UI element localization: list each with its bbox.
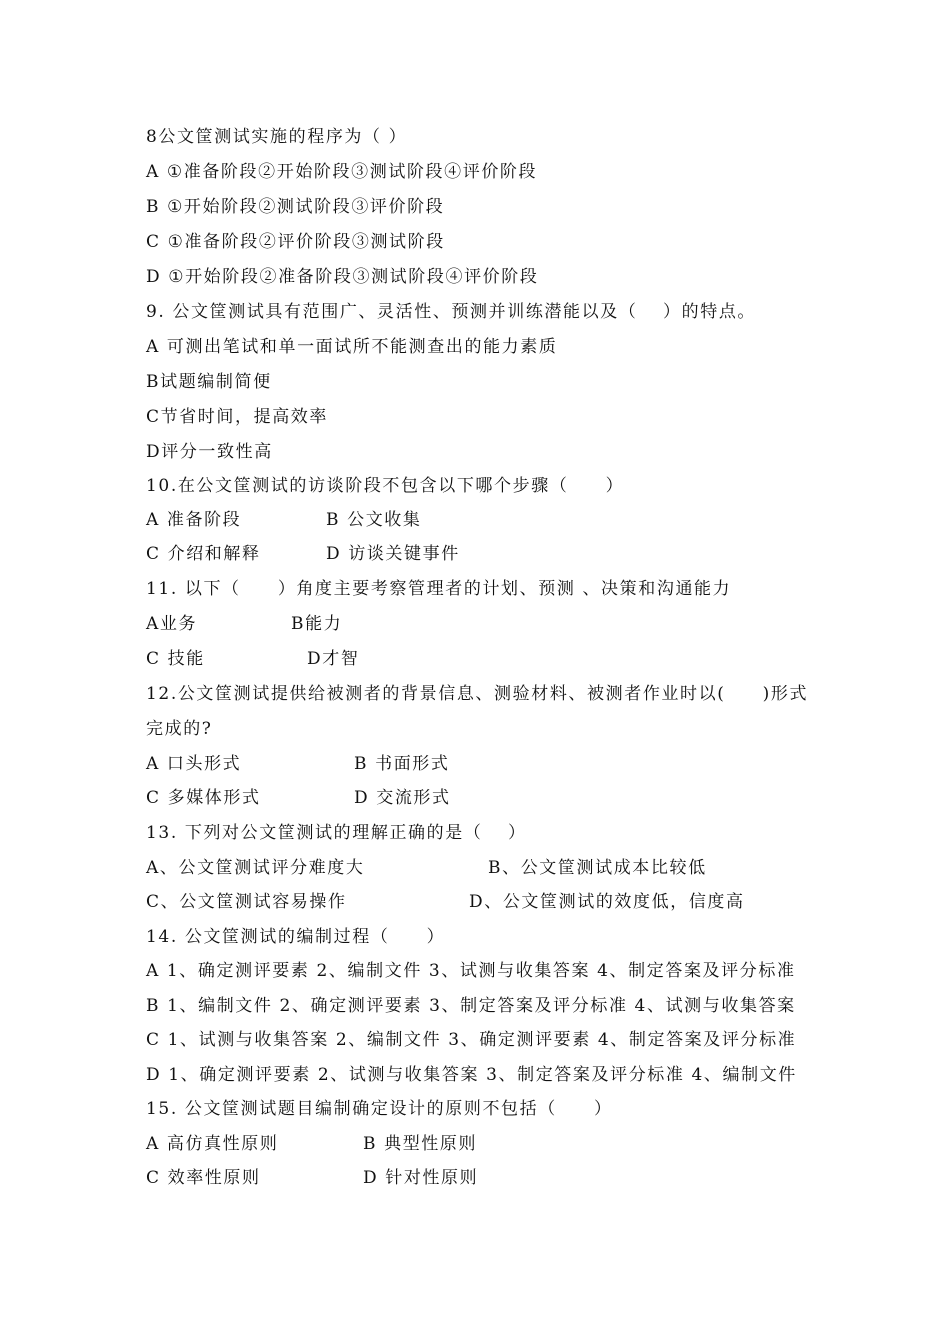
question-14-stem: 14. 公文筐测试的编制过程（ ）: [146, 927, 446, 947]
question-10-option-a: A 准备阶段: [146, 510, 242, 530]
question-10-option-d: D 访谈关键事件: [326, 544, 460, 564]
question-11-options-row-2: [146, 646, 360, 672]
question-15-option-b: B 典型性原则: [363, 1134, 478, 1154]
question-9-stem: 9. 公文筐测试具有范围广、灵活性、预测并训练潜能以及（ ）的特点。: [146, 302, 757, 322]
question-10-options-row-1: [146, 507, 422, 533]
question-8-option-d: D ①开始阶段②准备阶段③测试阶段④评价阶段: [146, 267, 539, 287]
question-12-stem-line-1: 12.公文筐测试提供给被测者的背景信息、测验材料、被测者作业时以( )形式: [146, 684, 809, 704]
question-10-stem: 10.在公文筐测试的访谈阶段不包含以下哪个步骤（ ）: [146, 476, 625, 496]
question-14-option-b: B 1、编制文件 2、确定测评要素 3、制定答案及评分标准 4、试测与收集答案: [146, 996, 796, 1016]
question-11-option-c: C 技能: [146, 649, 205, 669]
question-13-option-d: D、公文筐测试的效度低，信度高: [469, 892, 745, 912]
question-14-option-a: A 1、确定测评要素 2、编制文件 3、试测与收集答案 4、制定答案及评分标准: [146, 961, 796, 981]
question-13-option-a: A、公文筐测试评分难度大: [146, 858, 365, 878]
question-13-option-c: C、公文筐测试容易操作: [146, 892, 347, 912]
question-11-option-b: B能力: [291, 614, 343, 634]
question-11-stem: 11. 以下（ ）角度主要考察管理者的计划、预测 、决策和沟通能力: [146, 579, 732, 599]
question-12-option-a: A 口头形式: [146, 754, 242, 774]
question-15-option-a: A 高仿真性原则: [146, 1134, 279, 1154]
question-15-option-c: C 效率性原则: [146, 1168, 261, 1188]
question-8-option-a: A ①准备阶段②开始阶段③测试阶段④评价阶段: [146, 162, 538, 182]
question-11-option-a: A业务: [146, 614, 198, 634]
question-15-stem: 15. 公文筐测试题目编制确定设计的原则不包括（ ）: [146, 1099, 613, 1119]
question-8-stem: 8公文筐测试实施的程序为（ ）: [146, 127, 408, 147]
question-13-options-row-2: [146, 889, 745, 915]
question-11-options-row-1: [146, 611, 343, 637]
question-12-options-row-1: [146, 751, 450, 777]
question-13-option-b: B、公文筐测试成本比较低: [488, 858, 707, 878]
question-9-option-a: A 可测出笔试和单一面试所不能测查出的能力素质: [146, 337, 558, 357]
question-9-option-d: D评分一致性高: [146, 442, 273, 462]
question-9-option-b: B试题编制简便: [146, 372, 272, 392]
question-10-option-c: C 介绍和解释: [146, 544, 261, 564]
question-9-option-c: C节省时间，提高效率: [146, 407, 329, 427]
question-13-options-row-1: [146, 855, 707, 881]
question-8-option-b: B ①开始阶段②测试阶段③评价阶段: [146, 197, 445, 217]
question-15-options-row-2: [146, 1165, 479, 1191]
question-15-options-row-1: [146, 1131, 478, 1157]
question-14-option-c: C 1、试测与收集答案 2、编制文件 3、确定测评要素 4、制定答案及评分标准: [146, 1030, 797, 1050]
question-12-options-row-2: [146, 785, 451, 811]
question-12-stem-line-2: 完成的?: [146, 719, 213, 739]
question-10-options-row-2: [146, 541, 460, 567]
question-12-option-d: D 交流形式: [354, 788, 451, 808]
question-10-option-b: B 公文收集: [326, 510, 422, 530]
question-15-option-d: D 针对性原则: [363, 1168, 479, 1188]
question-14-option-d: D 1、确定测评要素 2、试测与收集答案 3、制定答案及评分标准 4、编制文件: [146, 1065, 797, 1085]
question-12-option-c: C 多媒体形式: [146, 788, 261, 808]
question-11-option-d: D才智: [307, 649, 360, 669]
question-12-option-b: B 书面形式: [354, 754, 450, 774]
question-13-stem: 13. 下列对公文筐测试的理解正确的是（ ）: [146, 823, 527, 843]
question-8-option-c: C ①准备阶段②评价阶段③测试阶段: [146, 232, 445, 252]
